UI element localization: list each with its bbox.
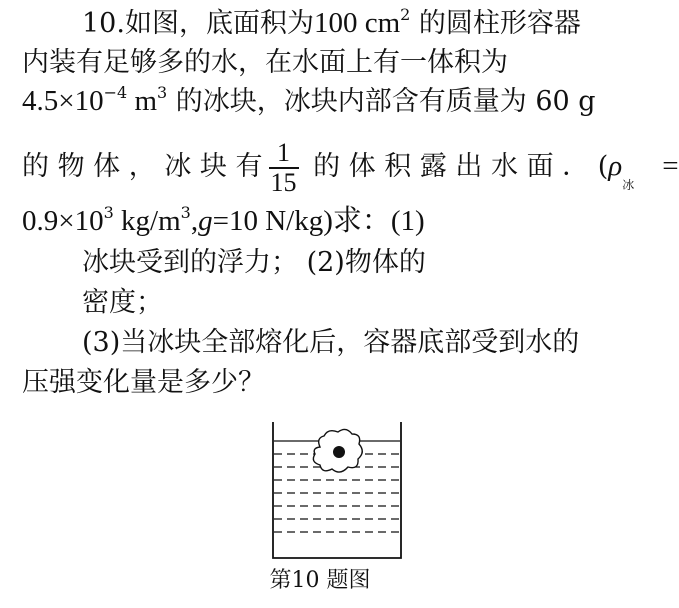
question-2: 密度； [82,287,163,318]
problem-line-1: 10.如图，底面积为100 $cm^2$ 的圆柱形容器 [82,5,581,39]
figure-caption: 第10 题图 [269,568,371,593]
question-3: (3)当冰块全部熔化后，容器底部受到水的 [82,327,580,358]
embedded-object [333,446,345,458]
question-3-cont: 压强变化量是多少？ [22,367,265,398]
fraction: $\frac{1}{15}$ [270,137,297,197]
question-1: 冰块受到的浮力； (2)物体的 [82,247,426,278]
problem-line-3: $4.5\times 10^{-4}$ $m^3$ 的冰块，冰块内部含有质量为 60 g [22,83,596,117]
container-figure [268,420,408,562]
problem-line-5: $0.9\times 10^3$ $kg/m^3,g=10$ N/kg)求：(1) [22,203,425,237]
problem-line-2: 内装有足够多的水，在水面上有一体积为 [22,47,508,78]
problem-line-4: 的 物 体 ， 冰 块 有 $\frac{1}{15}$ 的 体 积 露 出 水 面 ． ($\rho_冰=$ [22,137,679,197]
